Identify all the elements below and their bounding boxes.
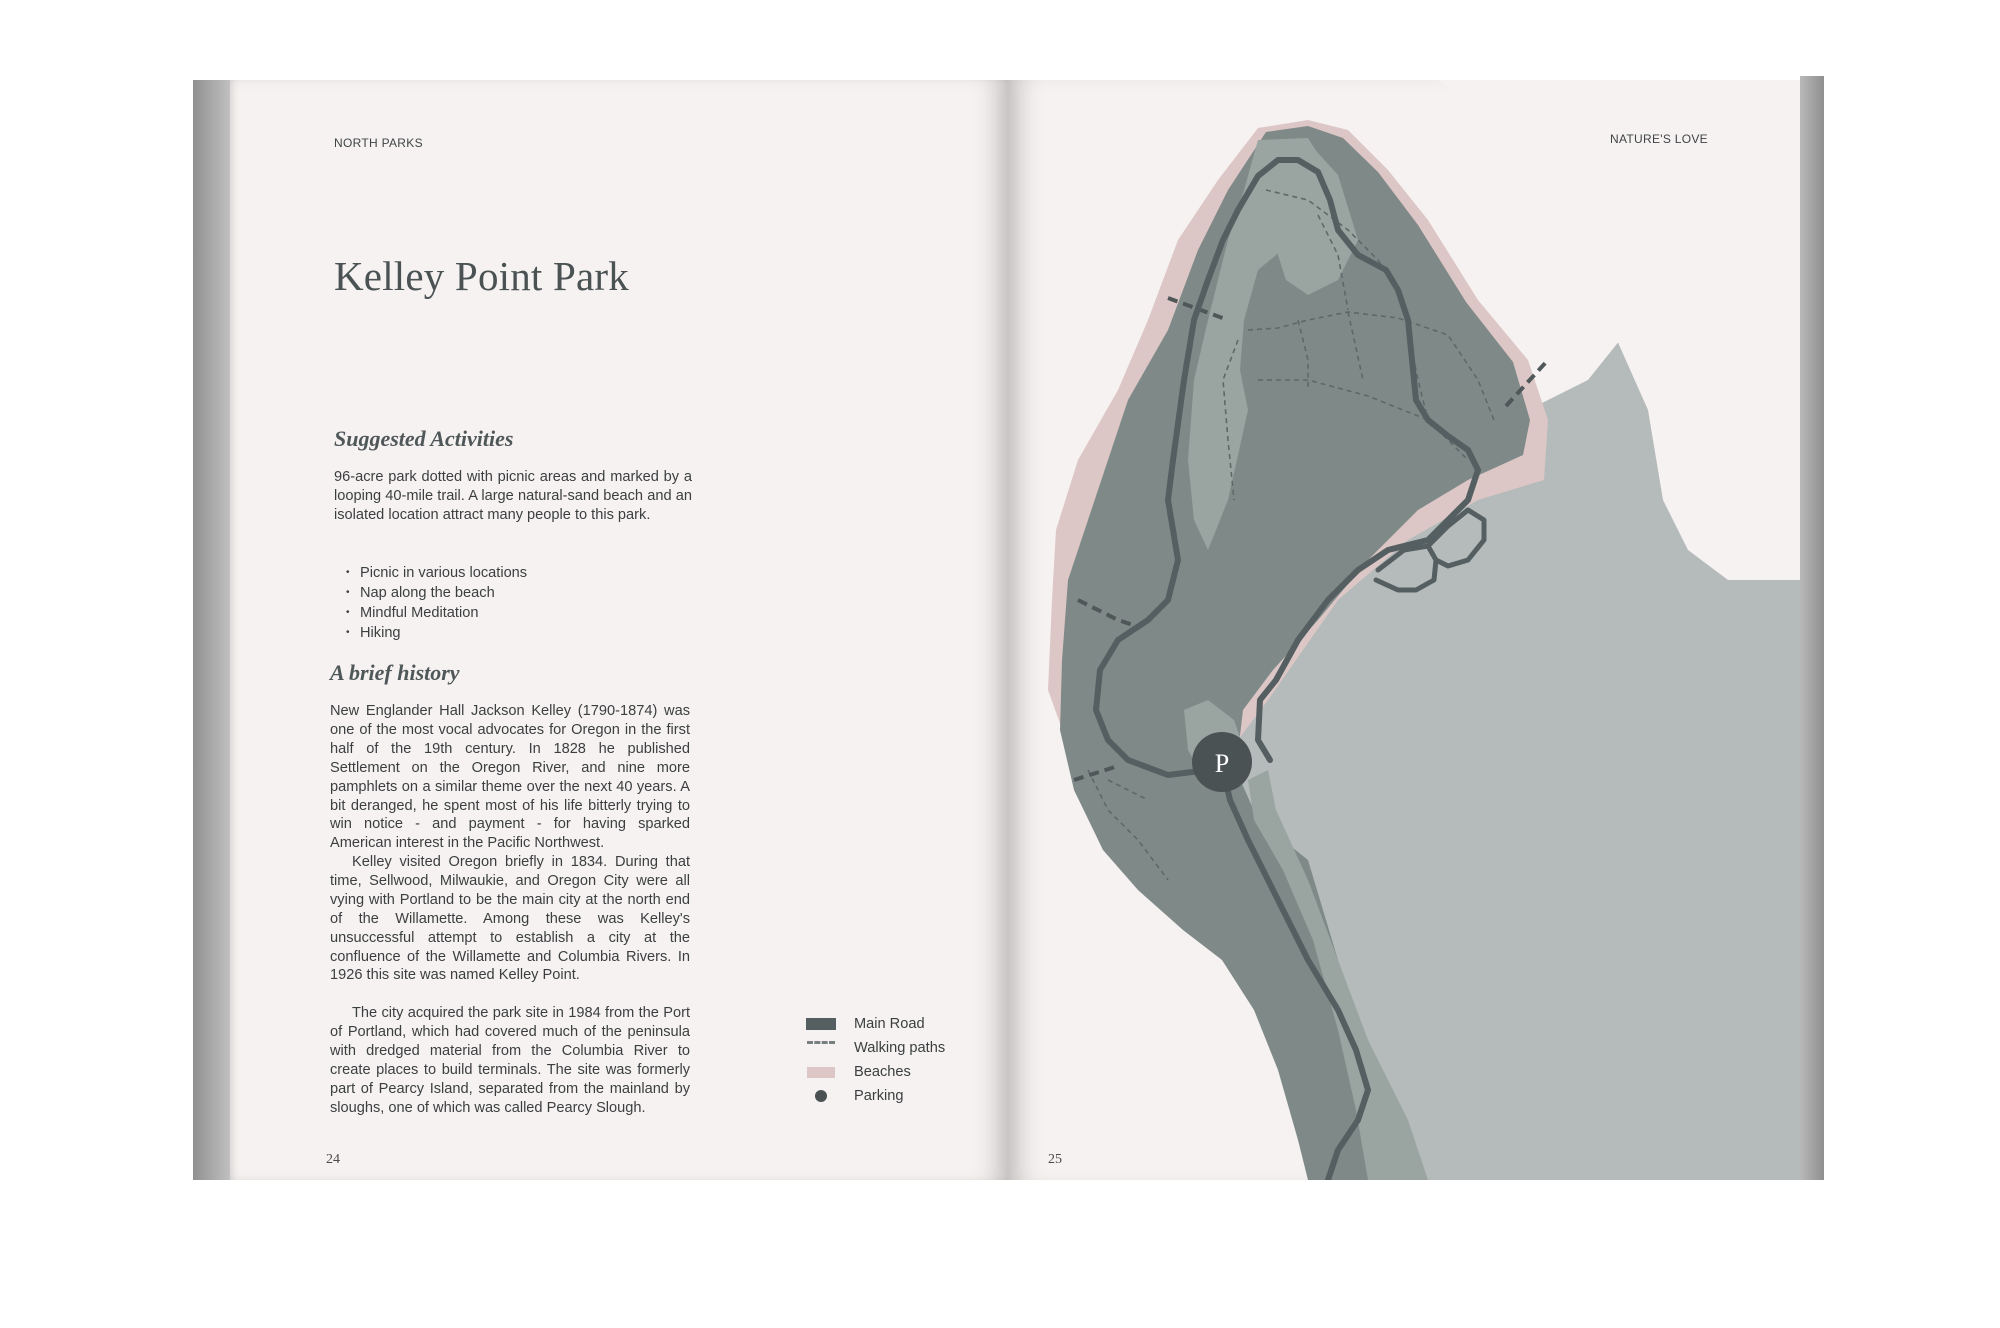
left-page: [230, 80, 1008, 1180]
legend-label: Main Road: [854, 1016, 925, 1032]
page-number-right: 25: [1048, 1152, 1062, 1167]
running-head-left: NORTH PARKS: [334, 136, 423, 150]
activities-list: [346, 564, 527, 644]
parking-label: P: [1214, 749, 1230, 778]
park-map: [1008, 80, 1800, 1180]
left-page-edges: [193, 80, 233, 1180]
list-item: • Hiking: [346, 624, 527, 644]
running-head-right: NATURE'S LOVE: [1610, 132, 1708, 146]
page-number-left: 24: [326, 1152, 340, 1167]
activities-heading: Suggested Activities: [334, 426, 514, 451]
list-item: • Mindful Meditation: [346, 604, 527, 624]
legend-item-main-road: [802, 1012, 945, 1036]
main-road-swatch: [806, 1018, 836, 1030]
history-paragraph-3: The city acquired the park site in 1984 from the Port of Portland, which had covered much of the peninsula with dredged material from the Columbia River to create places to build terminals. The site was formerly part of Pearcy Island, separated from the mainland by sloughs, one of which was called Pearcy Slough.: [330, 1005, 690, 1116]
parking-dot-icon: [815, 1090, 827, 1102]
legend-label: Beaches: [854, 1064, 911, 1080]
walking-path-swatch: [807, 1041, 835, 1044]
activities-intro: 96-acre park dotted with picnic areas and marked by a looping 40-mile trail. A large natural-sand beach and an isolated location attract many people to this park.: [334, 469, 692, 523]
history-paragraph-1: New Englander Hall Jackson Kelley (1790-1874) was one of the most vocal advocates for Oregon in the first half of the 19th century. In 1828 he published Settlement on the Oregon River, and nine more pamphlets on a similar theme over the next 40 years. A bit deranged, he spent most of his life bitterly trying to win notice - and payment - for having sparked American interest in the Pacific Northwest.: [330, 703, 690, 852]
legend-item-beaches: [802, 1060, 945, 1084]
legend-label: Walking paths: [854, 1040, 946, 1056]
legend-item-walking-paths: [802, 1036, 945, 1060]
list-item: • Nap along the beach: [346, 584, 527, 604]
parking-marker[interactable]: [1192, 732, 1252, 792]
legend-item-parking: [802, 1084, 945, 1108]
beach-swatch: [807, 1067, 835, 1078]
history-heading: A brief history: [330, 660, 460, 685]
list-item: • Picnic in various locations: [346, 564, 527, 584]
page-title: Kelley Point Park: [334, 253, 629, 299]
map-legend: [802, 1012, 945, 1108]
right-page-edges: [1800, 76, 1824, 1180]
history-paragraph-2: Kelley visited Oregon briefly in 1834. During that time, Sellwood, Milwaukie, and Oregon City were all vying with Portland to be the main city at the north end of the Willamette. Among these was Kelley's unsuccessful attempt to establish a city at the confluence of the Willamette and Columbia Rivers. In 1926 this site was named Kelley Point.: [330, 854, 690, 984]
legend-label: Parking: [854, 1088, 904, 1104]
right-page: [1008, 80, 1800, 1180]
